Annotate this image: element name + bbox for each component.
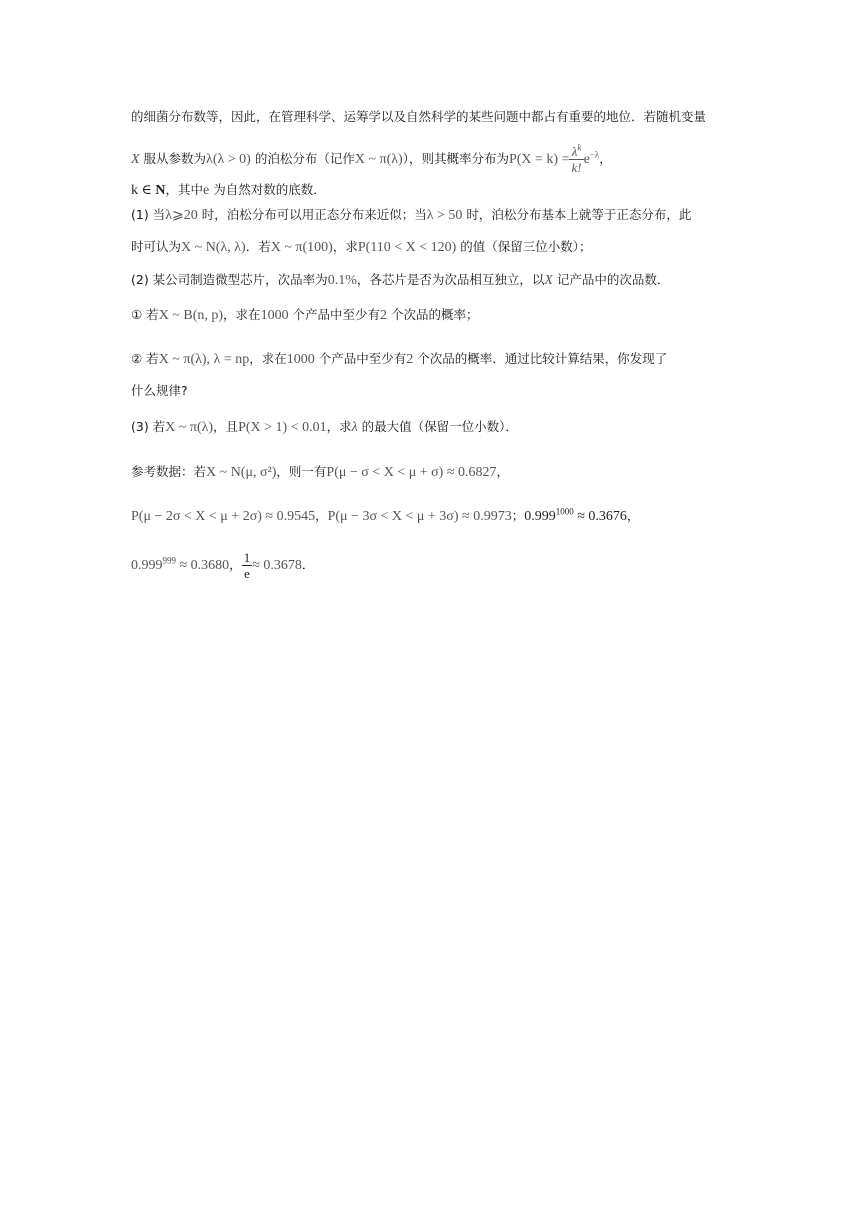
question-2-part-1 <box>131 305 731 326</box>
math-expression: 2 <box>406 352 414 367</box>
text-run: ① 若 <box>131 307 159 322</box>
text-run: 个次品的概率．通过比较计算结果，你发现了 <box>413 351 668 366</box>
text-run: 的细菌分布数等，因此，在管理科学、运筹学以及自然科学的某些问题中都占有重要的地位．若随机变量 <box>131 109 707 124</box>
math-expression: P(μ − 3σ < X < μ + 3σ) ≈ 0.9973 <box>327 509 512 524</box>
question-2-part-2-line-1 <box>131 349 731 370</box>
reference-data-line-2 <box>131 506 731 527</box>
text-run: 服从参数为 <box>139 151 207 166</box>
fraction <box>569 144 583 175</box>
math-expression: X <box>131 152 140 167</box>
text-run: 的泊松分布（记作 <box>250 151 355 166</box>
text-line-3 <box>131 180 731 201</box>
math-expression: X ~ π(λ) <box>354 152 403 167</box>
text-run: 什么规律? <box>131 383 188 398</box>
text-run: 记产品中的次品数． <box>552 272 670 287</box>
math-expression: λ <box>351 420 358 435</box>
fraction <box>242 550 253 581</box>
math-expression: X ~ N(λ, λ) <box>181 240 246 255</box>
math-expression: 0.1% <box>327 273 357 288</box>
text-run: ，各芯片是否为次品相互独立，以 <box>356 272 545 287</box>
text-run: 时，泊松分布可以用正态分布来近似；当 <box>197 207 427 222</box>
text-line-1 <box>131 107 731 127</box>
text-run: ， <box>599 151 612 166</box>
text-run: 为自然对数的底数． <box>209 182 326 197</box>
math-expression: $0.999^{999} \approx 0.3680$ <box>131 555 230 573</box>
math-expression: P(X > 1) < 0.01 <box>238 420 327 435</box>
math-expression: $e^{-\lambda}$ <box>583 149 600 167</box>
question-2-part-2-line-2 <box>131 381 731 401</box>
reference-data-line-3 <box>131 550 731 581</box>
math-expression: X ~ π(λ), λ = np <box>158 352 250 367</box>
text-run: ② 若 <box>131 351 159 366</box>
fraction-denominator: k! <box>571 160 582 175</box>
text-run: 时，泊松分布基本上就等于正态分布，此 <box>462 207 692 222</box>
text-run: 个次品的概率； <box>387 307 479 322</box>
question-1-line-1 <box>131 205 731 226</box>
math-expression: λ > 50 <box>426 208 463 223</box>
math-expression: X ~ N(μ, σ²) <box>206 465 277 480</box>
fraction-numerator: $\lambda^k$ <box>569 144 583 160</box>
math-expression: X ~ π(λ) <box>165 420 214 435</box>
question-2-line-1 <box>131 270 731 291</box>
math-expression: X ~ B(n, p) <box>158 308 224 323</box>
text-run: ，求在 <box>223 307 261 322</box>
text-run: ． <box>301 557 315 572</box>
math-expression: 1000 <box>260 308 289 323</box>
text-run: ．若 <box>245 239 271 254</box>
text-run: ，求在 <box>249 351 287 366</box>
math-expression: N <box>155 183 166 198</box>
fraction-denominator: e <box>244 566 250 581</box>
question-3-line <box>131 417 731 438</box>
text-run: 的最大值（保留一位小数）． <box>357 419 518 434</box>
text-run: ， <box>496 464 510 479</box>
text-run: ，且 <box>213 419 239 434</box>
text-run: (2) 某公司制造微型芯片，次品率为 <box>131 272 328 287</box>
text-run: ； <box>511 508 525 523</box>
math-expression: X ~ π(100) <box>270 240 333 255</box>
text-run: ，求 <box>326 419 352 434</box>
math-expression: P(μ − 2σ < X < μ + 2σ) ≈ 0.9545 <box>131 509 316 524</box>
text-run: ， <box>626 508 640 523</box>
text-run: ，则一有 <box>276 464 327 479</box>
text-run: 个产品中至少有 <box>288 307 381 322</box>
math-expression: e <box>203 183 210 198</box>
math-expression: P(110 < X < 120) <box>357 240 457 255</box>
question-1-line-2 <box>131 237 731 258</box>
text-run: 参考数据：若 <box>131 464 207 479</box>
text-run: (1) 当 <box>131 207 166 222</box>
text-run: ， <box>315 508 328 523</box>
text-run: ），则其概率分布为 <box>402 151 509 166</box>
math-expression: P(μ − σ < X < μ + σ) ≈ 0.6827 <box>326 465 497 480</box>
text-line-2 <box>131 144 731 175</box>
math-expression: k ∈ <box>131 183 156 198</box>
text-run: ， <box>229 557 242 572</box>
fraction-numerator: 1 <box>243 550 251 565</box>
math-expression: 2 <box>380 308 388 323</box>
text-run: 时可认为 <box>131 239 182 254</box>
math-expression: P(X = k) = <box>508 152 570 167</box>
text-run: 个产品中至少有 <box>314 351 407 366</box>
math-expression: λ⩾20 <box>165 208 198 223</box>
math-expression: 1000 <box>286 352 315 367</box>
text-run: ，求 <box>332 239 358 254</box>
math-expression: λ(λ > 0) <box>206 152 251 167</box>
math-expression: $0.999^{1000} \approx 0.3676$ <box>524 506 627 524</box>
text-run: ，其中 <box>165 182 204 197</box>
text-run: 的值（保留三位小数）； <box>456 239 592 254</box>
math-expression: X <box>544 273 553 288</box>
text-run: (3) 若 <box>131 419 166 434</box>
reference-data-line-1 <box>131 462 731 483</box>
math-expression: ≈ 0.3678 <box>252 558 302 573</box>
